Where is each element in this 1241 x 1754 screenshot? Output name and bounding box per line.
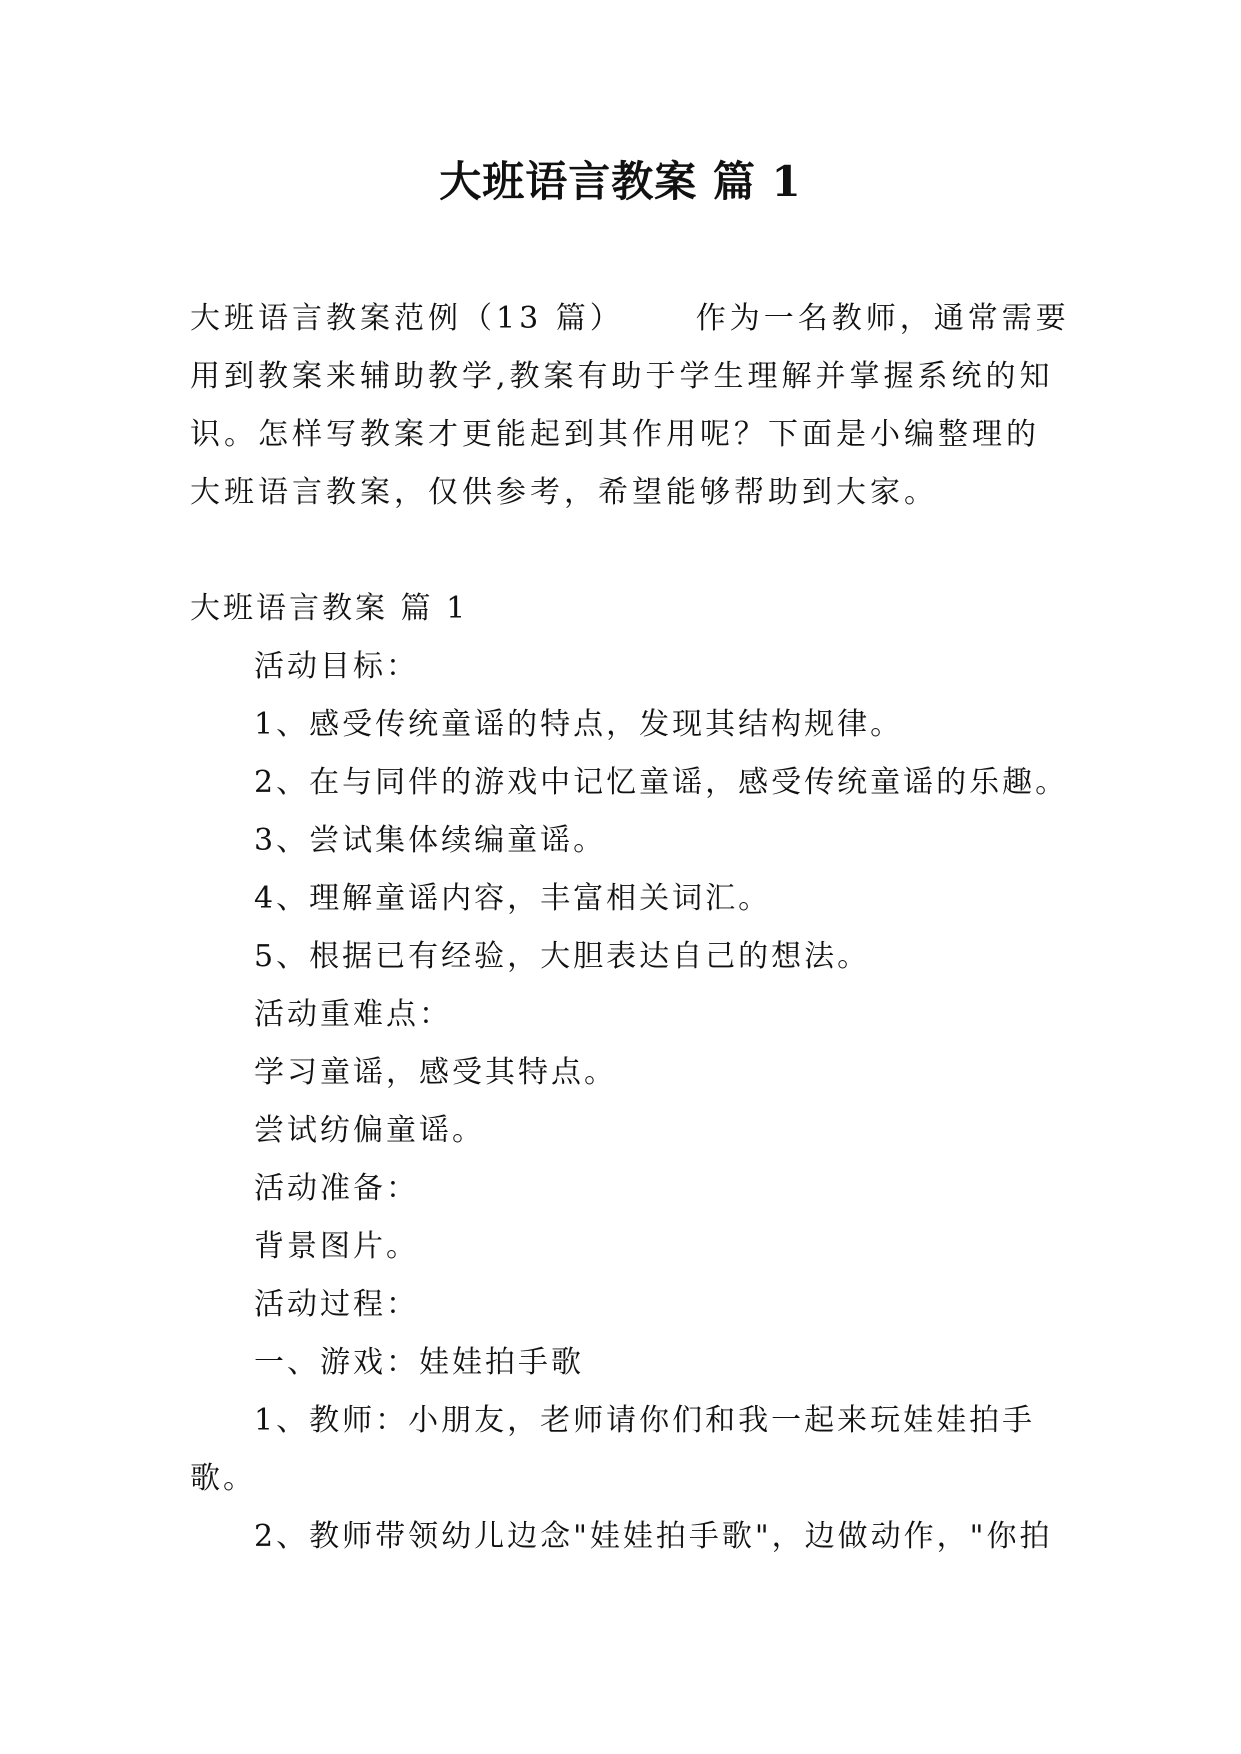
intro-paragraph xyxy=(190,290,1070,522)
body-line-process: 活动过程： xyxy=(254,1287,419,1322)
section-heading: 大班语言教案 篇 1 xyxy=(190,591,469,626)
body-paragraph-1 xyxy=(190,1392,1070,1508)
document-title: 大班语言教案 篇 1 xyxy=(439,157,802,206)
body-line-key-point-2: 尝试纺偏童谣。 xyxy=(254,1113,485,1148)
body-line-goal-1: 1、感受传统童谣的特点，发现其结构规律。 xyxy=(254,707,904,742)
body-line-preparation-item: 背景图片。 xyxy=(254,1229,419,1264)
body-line-preparation: 活动准备： xyxy=(254,1171,419,1206)
body-paragraph-1-text: 1、教师：小朋友，老师请你们和我一起来玩娃娃拍手歌。 xyxy=(190,1403,1036,1496)
body-line-goal-2: 2、在与同伴的游戏中记忆童谣，感受传统童谣的乐趣。 xyxy=(254,765,1069,800)
body-line-step-one: 一、游戏：娃娃拍手歌 xyxy=(254,1345,584,1380)
body-paragraph-2-text: 2、教师带领幼儿边念"娃娃拍手歌"，边做动作，"你拍 xyxy=(254,1519,1053,1554)
body-line-goal-5: 5、根据已有经验，大胆表达自己的想法。 xyxy=(254,939,871,974)
body-paragraph-2 xyxy=(190,1508,1070,1566)
body-line-activity-goals: 活动目标： xyxy=(254,649,419,684)
document-body xyxy=(190,580,1070,1566)
body-line-goal-4: 4、理解童谣内容，丰富相关词汇。 xyxy=(254,881,772,916)
intro-lead: 大班语言教案范例（13 篇） xyxy=(190,301,624,336)
intro-body: 作为一名教师，通常需要用到教案来辅助教学,教案有助于学生理解并掌握系统的知识。怎样写教案才更能起到其作用呢？下面是小编整理的大班语言教案，仅供参考，希望能够帮助到大家。 xyxy=(190,301,1070,510)
body-line-goal-3: 3、尝试集体续编童谣。 xyxy=(254,823,607,858)
body-line-key-point-1: 学习童谣，感受其特点。 xyxy=(254,1055,617,1090)
body-line-key-points: 活动重难点： xyxy=(254,997,452,1032)
